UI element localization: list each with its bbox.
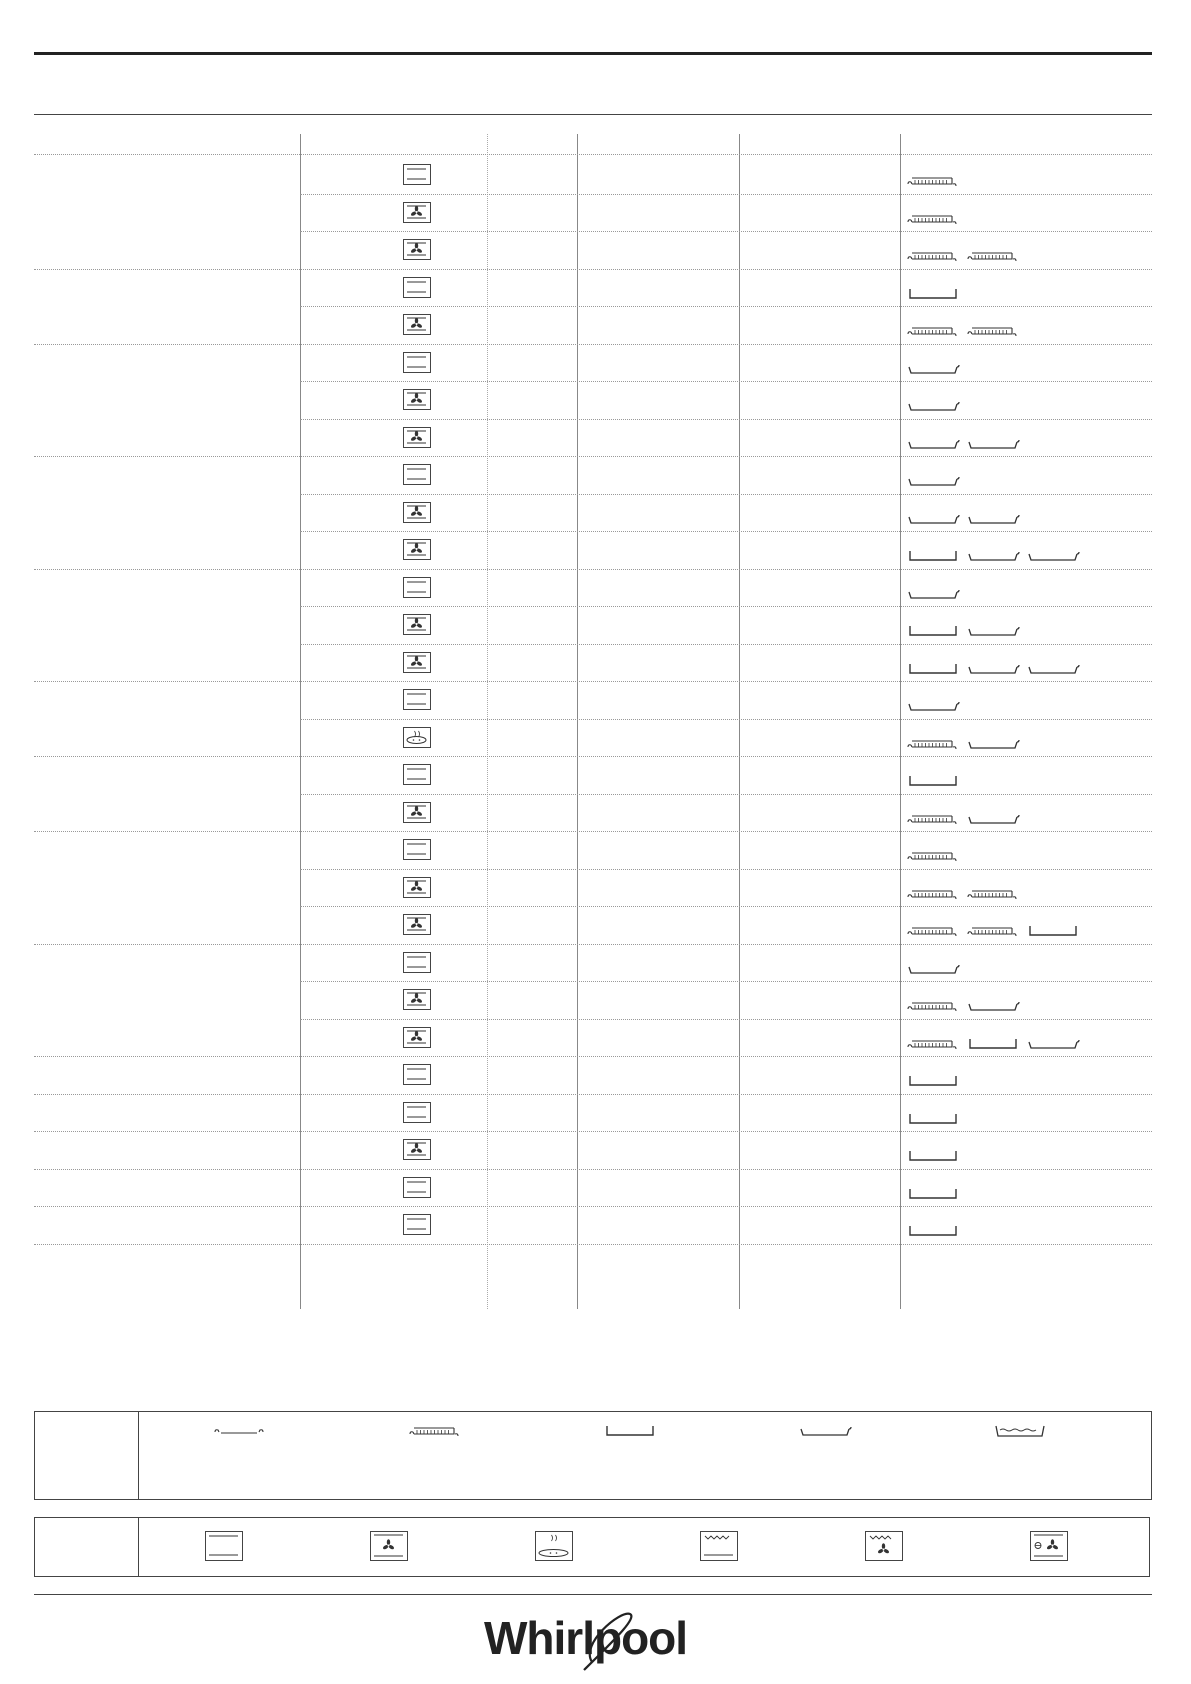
table-row-line [300,981,1152,982]
conventional-icon [403,764,431,785]
convection-icon [403,877,431,898]
conventional-icon [403,689,431,710]
table-row-line [300,194,1152,195]
cake-tin-icon [603,1424,657,1442]
convection-icon [403,202,431,223]
convection-icon [403,389,431,410]
cake-tin-icon [966,1037,1020,1055]
conventional-icon [403,952,431,973]
cake-tin-icon [906,1149,960,1167]
wire-shelf-tray-icon [906,324,960,342]
wire-shelf-tray-icon [906,1037,960,1055]
baking-tray-icon [966,624,1020,642]
conventional-icon [403,1177,431,1198]
forced-air-eco-icon [1030,1531,1068,1561]
convection-icon [403,989,431,1010]
conventional-icon [205,1531,243,1561]
baking-tray-icon [966,999,1020,1017]
baking-tray-icon [798,1424,852,1442]
column-separator [900,134,901,1309]
baking-tray-icon [966,662,1020,680]
table-row-line [34,681,1152,682]
table-row-line [34,944,1152,945]
baking-tray-icon [966,437,1020,455]
conventional-icon [403,839,431,860]
conventional-icon [403,1102,431,1123]
pizza-icon [535,1531,573,1561]
column-separator [739,134,740,1309]
table-row-line [34,1244,1152,1245]
convection-icon [403,802,431,823]
wire-shelf-tray-icon [906,212,960,230]
convection-icon [403,1027,431,1048]
baking-tray-icon [906,699,960,717]
table-row-line [300,531,1152,532]
cake-tin-icon [1026,924,1080,942]
grill-icon [700,1531,738,1561]
baking-tray-icon [906,437,960,455]
table-row-line [300,306,1152,307]
wire-shelf-tray-icon [906,887,960,905]
legend-divider [138,1518,139,1576]
baking-tray-icon [906,399,960,417]
table-row-line [300,906,1152,907]
cake-tin-icon [906,549,960,567]
wire-shelf-tray-icon [906,849,960,867]
convection-icon [403,1139,431,1160]
wire-shelf-tray-icon [906,737,960,755]
whirlpool-logo [480,1604,710,1676]
cake-tin-icon [906,624,960,642]
drip-tray-water-icon [993,1424,1047,1442]
table-row-line [34,269,1152,270]
conventional-icon [403,577,431,598]
cake-tin-icon [906,774,960,792]
wire-shelf-tray-icon [408,1424,462,1442]
conventional-icon [403,277,431,298]
baking-tray-icon [966,512,1020,530]
baking-tray-icon [966,812,1020,830]
cake-tin-icon [906,287,960,305]
table-row-line [300,794,1152,795]
table-header-line [34,154,1152,155]
cake-tin-icon [906,1112,960,1130]
table-row-line [34,756,1152,757]
wire-shelf-tray-icon [966,887,1020,905]
table-row-line [34,1094,1152,1095]
logo-text: Whirlpool [484,1612,688,1664]
wire-shelf-tray-icon [906,924,960,942]
column-separator [300,134,301,1309]
column-separator [487,134,488,1309]
baking-tray-icon [906,512,960,530]
table-row-line [300,644,1152,645]
wire-shelf-tray-icon [966,924,1020,942]
cake-tin-icon [906,662,960,680]
table-row-line [34,1206,1152,1207]
cake-tin-icon [906,1224,960,1242]
table-row-line [34,1056,1152,1057]
conventional-icon [403,164,431,185]
baking-tray-icon [966,549,1020,567]
wire-shelf-tray-icon [906,812,960,830]
wire-shelf-tray-icon [966,249,1020,267]
convection-icon [370,1531,408,1561]
cake-tin-icon [906,1074,960,1092]
convection-icon [403,239,431,260]
table-row-line [300,869,1152,870]
column-separator [577,134,578,1309]
convection-icon [403,539,431,560]
baking-tray-icon [966,737,1020,755]
conventional-icon [403,352,431,373]
table-row-line [300,719,1152,720]
table-row-line [34,456,1152,457]
wire-shelf-icon [213,1424,267,1442]
header-rule [34,114,1152,115]
table-row-line [300,606,1152,607]
convection-icon [403,427,431,448]
table-row-line [34,344,1152,345]
table-row-line [34,1169,1152,1170]
wire-shelf-tray-icon [966,324,1020,342]
pizza-icon [403,727,431,748]
convection-icon [403,652,431,673]
table-row-line [300,381,1152,382]
turbo-grill-icon [865,1531,903,1561]
conventional-icon [403,464,431,485]
baking-tray-icon [906,587,960,605]
accessories-legend [34,1411,1152,1500]
baking-tray-icon [906,962,960,980]
wire-shelf-tray-icon [906,249,960,267]
table-row-line [300,1019,1152,1020]
convection-icon [403,502,431,523]
table-row-line [300,419,1152,420]
baking-tray-icon [906,362,960,380]
conventional-icon [403,1214,431,1235]
functions-legend [34,1517,1150,1577]
baking-tray-icon [1026,1037,1080,1055]
table-row-line [34,1131,1152,1132]
footer-rule [34,1594,1152,1595]
legend-divider [138,1412,139,1499]
baking-tray-icon [1026,662,1080,680]
table-row-line [300,231,1152,232]
baking-tray-icon [1026,549,1080,567]
convection-icon [403,314,431,335]
table-row-line [300,494,1152,495]
wire-shelf-tray-icon [906,999,960,1017]
table-row-line [34,831,1152,832]
wire-shelf-tray-icon [906,174,960,192]
table-row-line [34,569,1152,570]
top-rule [34,52,1152,55]
cake-tin-icon [906,1187,960,1205]
convection-icon [403,614,431,635]
convection-icon [403,914,431,935]
baking-tray-icon [906,474,960,492]
conventional-icon [403,1064,431,1085]
